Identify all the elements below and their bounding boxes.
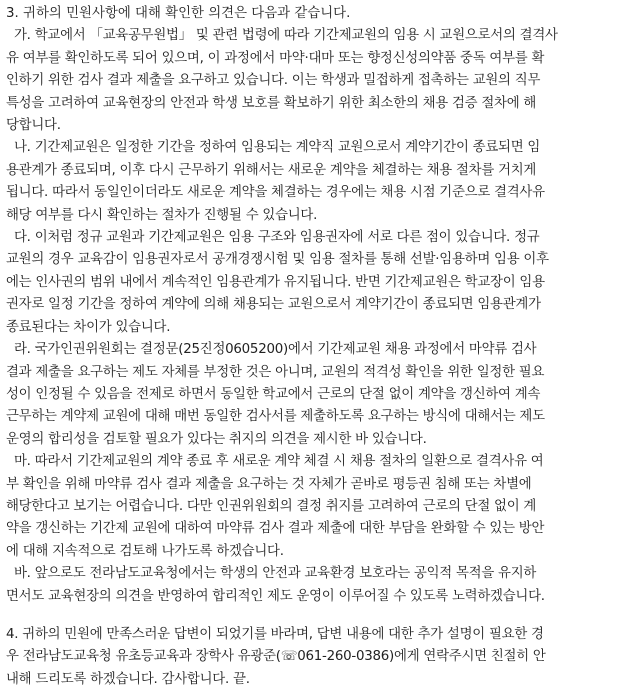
text-line: 부 확인을 위해 마약류 검사 결과 제출을 요구하는 것 자체가 곧바로 평등권 침해 또는 차별에: [6, 476, 532, 492]
section-3-heading: 3. 귀하의 민원사항에 대해 확인한 의견은 다음과 같습니다.: [6, 6, 351, 21]
text-line: 해당한다고 보기는 어렵습니다. 다만 인권위원회의 결정 취지를 고려하여 근로의 단절 없이 계: [6, 498, 537, 514]
text-line: 에는 인사권의 범위 내에서 계속적인 임용관계가 유지됩니다. 반면 기간제교원은 학교장이 임용: [6, 274, 545, 290]
paragraph-ra: [6, 339, 611, 451]
text-line: 라. 국가인권위원회는 결정문(25진정0605200)에서 기간제교원 채용 과정에서 마약류 검사: [14, 342, 537, 358]
text-line: 성이 인정될 수 있음을 전제로 하면서 동일한 학교에서 근로의 단절 없이 계약을 갱신하여 계속: [6, 386, 541, 402]
text-line: 면서도 교육현장의 의견을 반영하여 합리적인 제도 운영이 이루어질 수 있도록 노력하겠습니다.: [6, 588, 545, 604]
text-line: 해당 여부를 다시 확인하는 절차가 진행될 수 있습니다.: [6, 207, 318, 223]
section-3: [6, 3, 611, 608]
text-line: 됩니다. 따라서 동일인이더라도 새로운 계약을 체결하는 경우에는 채용 시점 기준으로 결격사유: [6, 185, 545, 201]
text-line: 에 대해 지속적으로 검토해 나가도록 하겠습니다.: [6, 543, 284, 559]
text-line: 근무하는 계약제 교원에 대해 매번 동일한 검사서를 제출하도록 요구하는 방식에 대해서는 제도: [6, 409, 545, 425]
text-line: 종료된다는 차이가 있습니다.: [6, 319, 171, 335]
paragraph-ma: [6, 451, 611, 563]
section-4: [6, 624, 611, 691]
text-line: 마. 따라서 기간제교원의 계약 종료 후 새로운 계약 체결 시 채용 절차의 일환으로 결격사유 여: [14, 454, 544, 470]
paragraph-na: [6, 137, 611, 227]
text-line: 약을 갱신하는 기간제 교원에 대하여 마약류 검사 결과 제출에 대한 부담을 완화할 수 있는 방안: [6, 521, 545, 537]
text-line: 용관계가 종료되며, 이후 다시 근무하기 위해서는 새로운 계약을 체결하는 채용 절차를 거치게: [6, 162, 537, 178]
text-line: 인하기 위한 검사 결과 제출을 요구하고 있습니다. 이는 학생과 밀접하게 접촉하는 교원의 직무: [6, 73, 541, 89]
text-line: 결과 제출을 요구하는 제도 자체를 부정한 것은 아니며, 교원의 적격성 확인을 위한 일정한 필요: [6, 364, 545, 380]
text-line: 교원의 경우 교육감이 임용권자로서 공개경쟁시험 및 임용 절차를 통해 선발·임용하며 임용 이후: [6, 252, 549, 268]
paragraph-da: [6, 227, 611, 339]
text-line: 유 여부를 확인하도록 되어 있으며, 이 과정에서 마약·대마 또는 향정신성의약품 중독 여부를 확: [6, 50, 545, 66]
paragraph-ga: [6, 25, 611, 137]
text-line: 내해 드리도록 하겠습니다. 감사합니다. 끝.: [6, 671, 250, 687]
text-line: 4. 귀하의 민원에 만족스러운 답변이 되었기를 바라며, 답변 내용에 대한 추가 설명이 필요한 경: [6, 626, 544, 642]
text-line: 특성을 고려하여 교육현장의 안전과 학생 보호를 확보하기 위한 최소한의 채용 검증 절차에 해: [6, 95, 537, 111]
text-line: 운영의 합리성을 검토할 필요가 있다는 취지의 의견을 제시한 바 있습니다.: [6, 431, 427, 447]
text-line: 당합니다.: [6, 118, 61, 134]
text-line: 우 전라남도교육청 유초등교육과 장학사 유광준(☏061-260-0386)에게 연락주시면 친절히 안: [6, 649, 546, 665]
section-spacer: [6, 608, 611, 624]
paragraph-ba: [6, 563, 611, 608]
text-line: 가. 학교에서 「교육공무원법」 및 관련 법령에 따라 기간제교원의 임용 시 교원으로서의 결격사: [14, 28, 558, 44]
text-line: 나. 기간제교원은 일정한 기간을 정하여 임용되는 계약직 교원으로서 계약기간이 종료되면 임: [14, 140, 541, 156]
text-line: 바. 앞으로도 전라남도교육청에서는 학생의 안전과 교육환경 보호라는 공익적 목적을 유지하: [14, 566, 537, 582]
text-line: 권자로 일정 기간을 정하여 계약에 의해 채용되는 교원으로서 계약기간이 종료되면 임용관계가: [6, 297, 541, 313]
text-line: 다. 이처럼 정규 교원과 기간제교원은 임용 구조와 임용권자에 서로 다른 점이 있습니다. 정규: [14, 230, 540, 246]
